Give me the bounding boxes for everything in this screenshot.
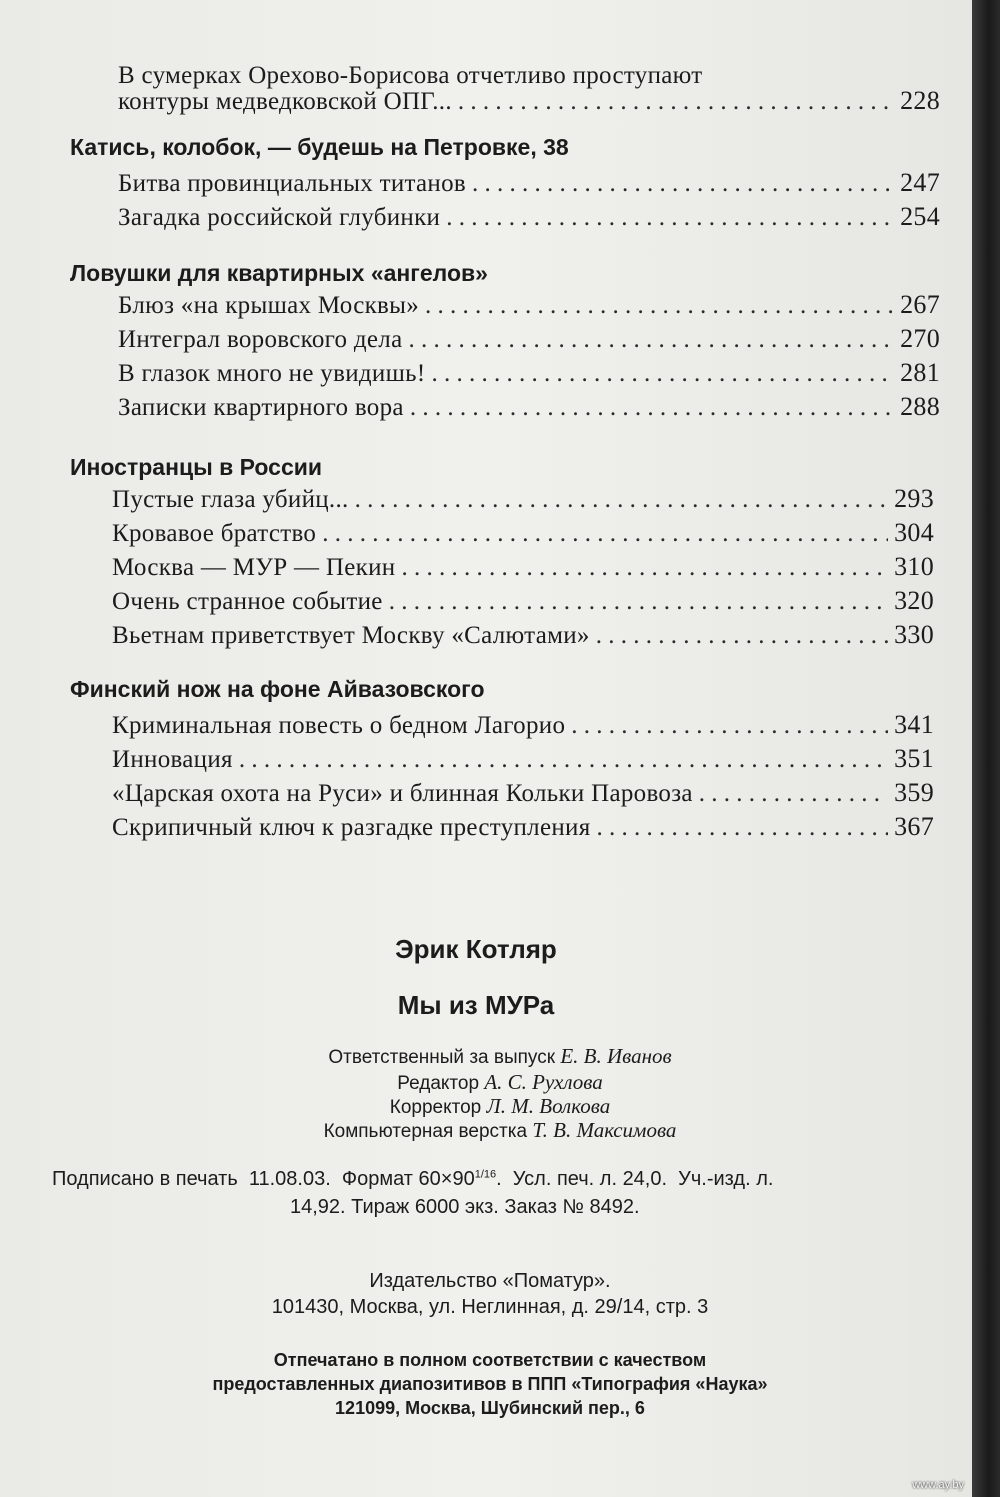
credit-line — [0, 1094, 1000, 1119]
leader-dots — [699, 780, 888, 808]
toc-entry-title: Скрипичный ключ к разгадке преступления — [112, 814, 591, 841]
toc-entry-page: 351 — [894, 744, 934, 773]
imprint-uch: 14,92. — [290, 1196, 346, 1218]
toc-entry-title: контуры медведковской ОПГ... — [118, 88, 452, 115]
toc-entry-page: 228 — [900, 86, 940, 115]
credit-name: Л. М. Волкова — [486, 1094, 611, 1118]
toc-entry-page: 267 — [900, 290, 940, 319]
leader-dots — [408, 326, 894, 354]
toc-entry-page: 341 — [894, 710, 934, 739]
printer-line-2: предоставленных диапозитивов в ППП «Типография «Наука» — [212, 1374, 768, 1394]
toc-entry — [118, 202, 940, 232]
toc-section-heading: Иностранцы в России — [70, 454, 323, 480]
toc-entry-title: Очень странное событие — [112, 588, 383, 615]
imprint-format-label: Формат — [341, 1168, 413, 1190]
book-author: Эрик Котляр — [395, 934, 557, 964]
toc-entry-title: Битва провинциальных титанов — [118, 170, 467, 197]
publisher-name: Издательство «Поматур». — [369, 1270, 611, 1292]
toc-entry-page: 288 — [900, 392, 940, 421]
credit-line — [0, 1044, 1000, 1069]
leader-dots — [401, 554, 888, 582]
toc-entry-title: Блюз «на крышах Москвы» — [118, 292, 420, 319]
leader-dots — [410, 394, 894, 422]
toc-entry-line: В сумерках Орехово-Борисова отчетливо проступают — [118, 62, 703, 89]
toc-entry-page: 310 — [894, 552, 934, 581]
leader-dots — [355, 486, 889, 514]
credit-role: Ответственный за выпуск — [328, 1047, 556, 1068]
leader-dots — [571, 712, 888, 740]
leader-dots — [472, 170, 894, 198]
imprint-date: 11.08.03. — [248, 1168, 331, 1190]
imprint-line-1: Подписано в печать 11.08.03. Формат $60\times 90^{1/16}$. Усл. печ. л. 24,0. Уч.-изд. л. — [52, 1168, 774, 1190]
toc-entry-title: В глазок много не увидишь! — [118, 360, 426, 387]
watermark: www.ay.by — [912, 1479, 964, 1491]
printer-line-3: 121099, Москва, Шубинский пер., 6 — [335, 1398, 645, 1418]
leader-dots — [322, 520, 888, 548]
toc-entry — [112, 484, 934, 514]
imprint-run: 6000 экз. — [414, 1196, 499, 1218]
toc-entry-title: Инновация — [112, 746, 233, 773]
toc-entry — [112, 620, 934, 650]
toc-entry-page: 330 — [894, 620, 934, 649]
credit-line — [0, 1070, 1000, 1095]
credit-line — [0, 1118, 1000, 1143]
imprint-order: 8492. — [589, 1196, 640, 1218]
toc-entry-title: Интеграл воровского дела — [118, 326, 403, 353]
imprint-format-fraction: 1/16 — [474, 1168, 497, 1181]
leader-dots — [425, 292, 894, 320]
toc-section-heading: Ловушки для квартирных «ангелов» — [70, 260, 488, 286]
imprint-usl-label: Усл. печ. л. — [512, 1168, 617, 1190]
toc-entry — [112, 552, 934, 582]
toc-entry — [112, 812, 934, 842]
leader-dots — [458, 88, 894, 116]
toc-entry — [112, 518, 934, 548]
toc-entry — [118, 290, 940, 320]
toc-entry-page: 270 — [900, 324, 940, 353]
toc-entry-title: Загадка российской глубинки — [118, 204, 441, 231]
toc-entry — [112, 586, 934, 616]
toc-entry — [118, 324, 940, 354]
imprint-run-label: Тираж — [351, 1196, 410, 1218]
toc-entry-page: 281 — [900, 358, 940, 387]
leader-dots — [239, 746, 888, 774]
toc-entry — [118, 86, 940, 116]
toc-entry-title: Записки квартирного вора — [118, 394, 404, 421]
toc-entry-title: Кровавое братство — [112, 520, 317, 547]
toc-entry-page: 247 — [900, 168, 940, 197]
credit-role: Компьютерная верстка — [323, 1121, 528, 1142]
imprint-uch-label: Уч.-изд. л. — [678, 1168, 774, 1190]
toc-entry-title: «Царская охота на Руси» и блинная Кольки Паровоза — [112, 780, 693, 807]
toc-entry-page: 359 — [894, 778, 934, 807]
imprint-format: 60×90 — [418, 1168, 475, 1190]
toc-entry-title: Криминальная повесть о бедном Лагорио — [112, 712, 566, 739]
leader-dots — [389, 588, 888, 616]
toc-entry — [112, 744, 934, 774]
toc-entry — [118, 392, 940, 422]
toc-entry — [118, 168, 940, 198]
toc-entry-title: Москва — МУР — Пекин — [112, 554, 396, 581]
toc-entry — [118, 358, 940, 388]
credit-role: Редактор — [397, 1073, 480, 1094]
toc-entry-page: 320 — [894, 586, 934, 615]
printer-line-1: Отпечатано в полном соответствии с качеством — [273, 1350, 707, 1370]
toc-entry-title: Вьетнам приветствует Москву «Салютами» — [112, 622, 590, 649]
credit-name: Т. В. Максимова — [532, 1118, 677, 1142]
toc-entry — [112, 710, 934, 740]
credit-role: Корректор — [389, 1097, 482, 1118]
imprint-usl: 24,0. — [622, 1168, 668, 1190]
toc-entry-title: Пустые глаза убийц... — [112, 486, 349, 513]
toc-entry-page: 254 — [900, 202, 940, 231]
leader-dots — [596, 622, 888, 650]
book-title: Мы из МУРа — [397, 990, 555, 1020]
toc-entry-page: 304 — [894, 518, 934, 547]
publisher-address: 101430, Москва, ул. Неглинная, д. 29/14, стр. 3 — [271, 1296, 709, 1318]
toc-entry-page: 293 — [894, 484, 934, 513]
toc-section-heading: Финский нож на фоне Айвазовского — [70, 676, 485, 702]
toc-entry-page: 367 — [894, 812, 934, 841]
leader-dots — [446, 204, 894, 232]
imprint-signed-label: Подписано в печать — [52, 1168, 238, 1190]
toc-section-heading: Катись, колобок, — будешь на Петровке, 38 — [70, 134, 569, 160]
credit-name: А. С. Рухлова — [484, 1070, 603, 1094]
imprint-line-2 — [290, 1196, 1000, 1219]
leader-dots — [431, 360, 894, 388]
credit-name: Е. В. Иванов — [560, 1044, 672, 1068]
toc-entry — [112, 778, 934, 808]
imprint-order-label: Заказ № — [504, 1196, 584, 1218]
leader-dots — [597, 814, 889, 842]
